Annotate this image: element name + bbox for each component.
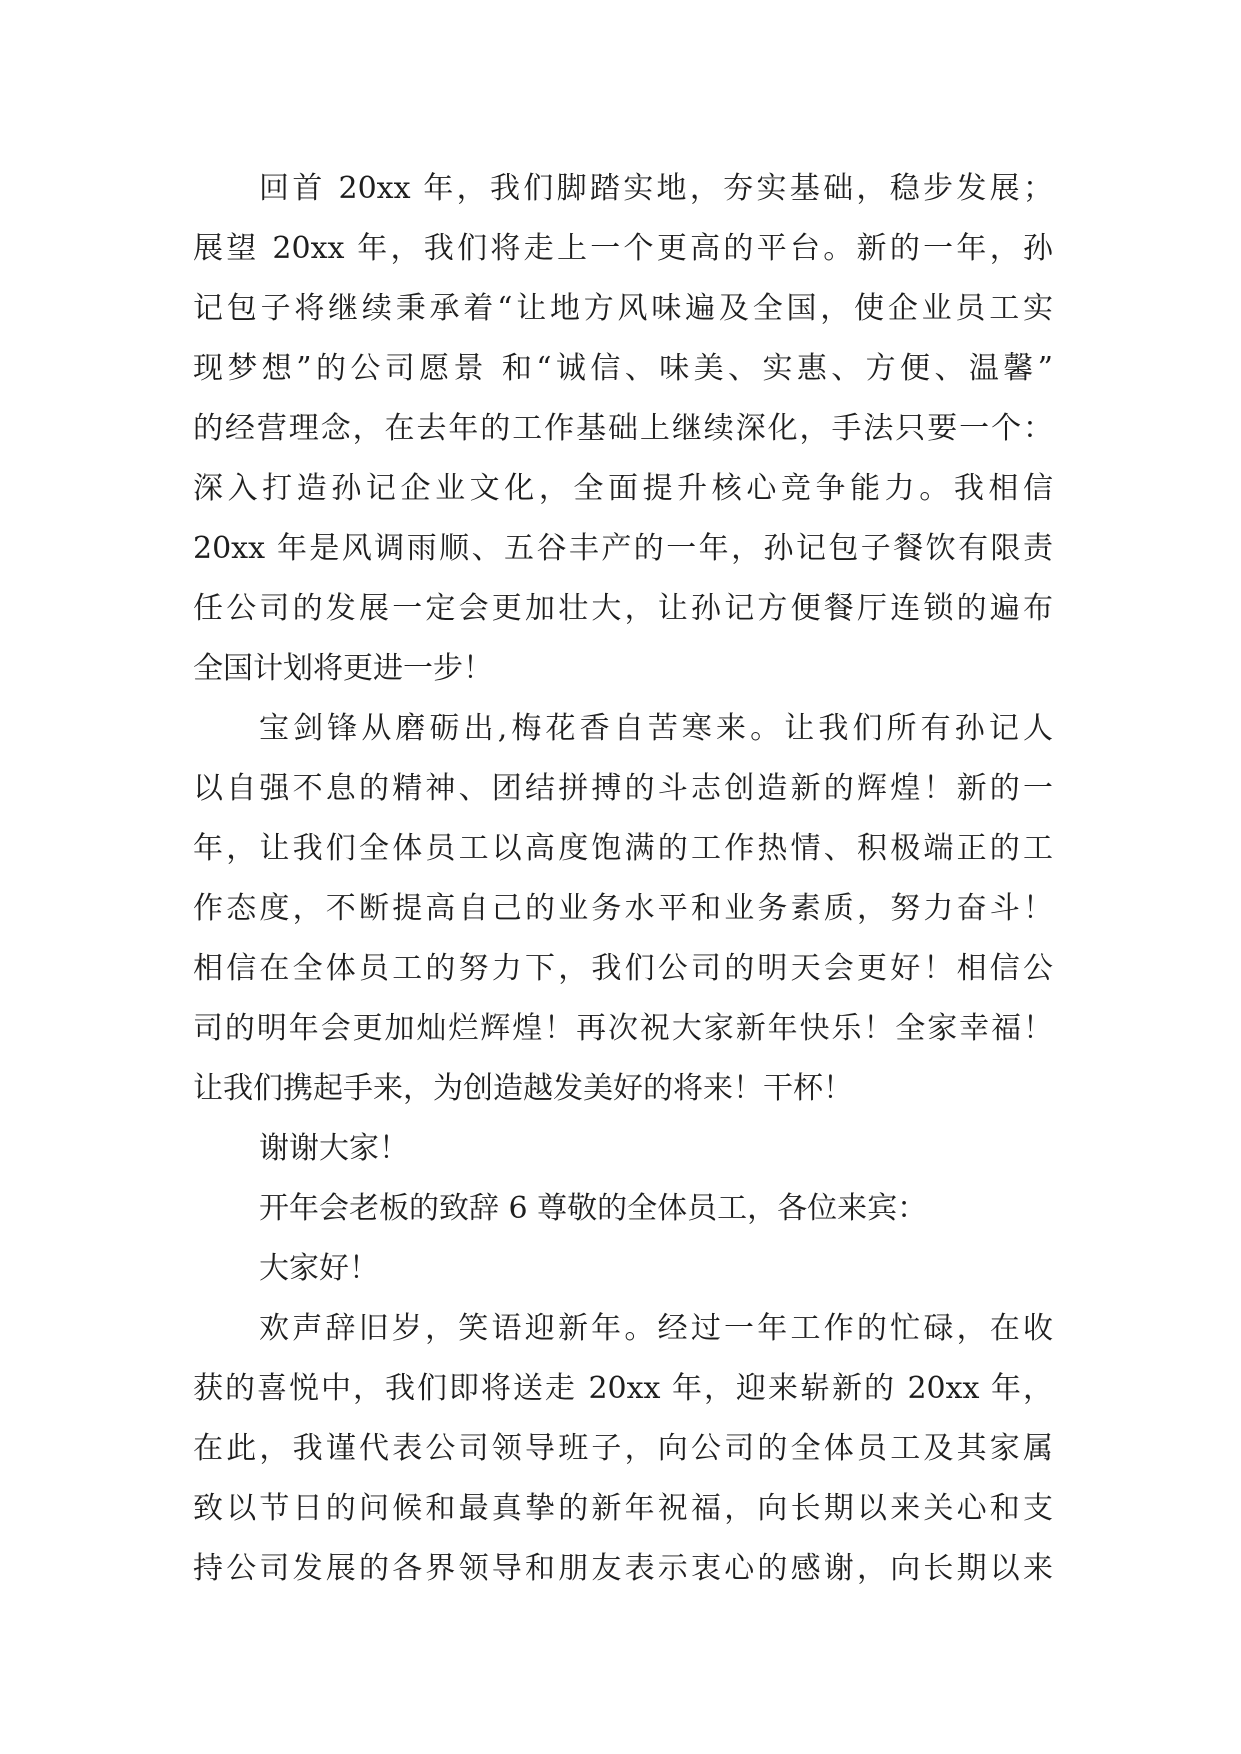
text-line: 年，让我们全体员工以高度饱满的工作热情、积极端正的工 (193, 831, 1053, 866)
text-line: 记包子将继续秉承着“让地方风味遍及全国，使企业员工实 (193, 291, 1053, 326)
text-line: 司的明年会更加灿烂辉煌！再次祝大家新年快乐！全家幸福！ (193, 1011, 1053, 1046)
text-line: 任公司的发展一定会更加壮大，让孙记方便餐厅连锁的遍布 (193, 591, 1053, 626)
text-line: 相信在全体员工的努力下，我们公司的明天会更好！相信公 (193, 951, 1053, 986)
text-line: 在此，我谨代表公司领导班子，向公司的全体员工及其家属 (193, 1431, 1053, 1466)
text-line: 展望 20xx 年，我们将走上一个更高的平台。新的一年，孙 (193, 231, 1053, 266)
text-line: 以自强不息的精神、团结拼搏的斗志创造新的辉煌！新的一 (193, 771, 1053, 806)
text-line: 获的喜悦中，我们即将送走 20xx 年，迎来崭新的 20xx 年， (193, 1371, 1053, 1406)
text-line: 谢谢大家！ (259, 1131, 409, 1166)
text-line: 作态度，不断提高自己的业务水平和业务素质，努力奋斗！ (193, 891, 1053, 926)
text-line: 开年会老板的致辞 6 尊敬的全体员工，各位来宾： (259, 1191, 928, 1226)
text-line: 20xx 年是风调雨顺、五谷丰产的一年，孙记包子餐饮有限责 (193, 531, 1053, 566)
text-line: 致以节日的问候和最真挚的新年祝福，向长期以来关心和支 (193, 1491, 1053, 1526)
text-line: 深入打造孙记企业文化，全面提升核心竞争能力。我相信 (193, 471, 1053, 506)
document-body (193, 159, 1053, 1599)
text-line: 持公司发展的各界领导和朋友表示衷心的感谢，向长期以来 (193, 1551, 1053, 1586)
text-line: 现梦想”的公司愿景 和“诚信、味美、实惠、方便、温馨” (193, 351, 1053, 386)
text-line: 宝剑锋从磨砺出,梅花香自苦寒来。让我们所有孙记人 (259, 711, 1053, 746)
text-line: 让我们携起手来，为创造越发美好的将来！干杯！ (193, 1071, 853, 1106)
text-line: 大家好！ (259, 1251, 379, 1286)
text-line: 欢声辞旧岁，笑语迎新年。经过一年工作的忙碌，在收 (259, 1311, 1053, 1346)
text-line: 回首 20xx 年，我们脚踏实地，夯实基础，稳步发展； (259, 171, 1053, 206)
text-line: 的经营理念，在去年的工作基础上继续深化，手法只要一个： (193, 411, 1053, 446)
text-line: 全国计划将更进一步！ (193, 651, 493, 686)
